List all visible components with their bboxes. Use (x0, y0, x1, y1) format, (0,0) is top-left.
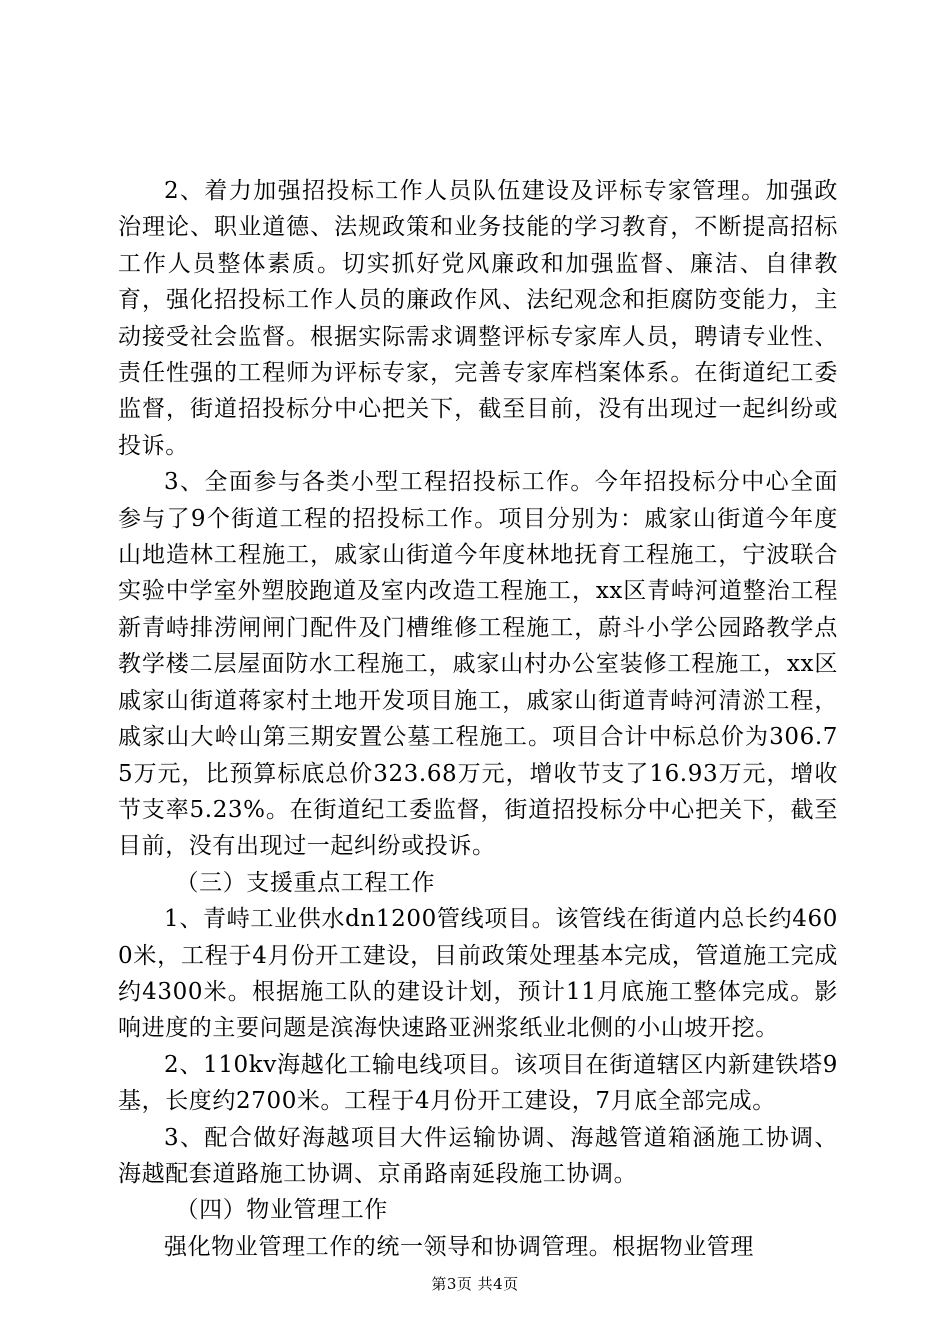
paragraph-water-pipeline: 1、青峙工业供水dn1200管线项目。该管线在街道内总长约4600米，工程于4月份开工建设，目前政策处理基本完成，管道施工完成约4300米。根据施工队的建设计划，预计11月底施工整体完成。影响进度的主要问题是滨海快速路亚洲浆纸业北侧的小山坡开挖。 (118, 906, 838, 1042)
paragraph-small-project-bidding: 3、全面参与各类小型工程招投标工作。今年招投标分中心全面参与了9个街道工程的招投标工作。项目分别为：戚家山街道今年度山地造林工程施工，戚家山街道今年度林地抚育工程施工，宁波联合实验中学室外塑胶跑道及室内改造工程施工，xx区青峙河道整治工程新青峙排涝闸闸门配件及门槽维修工程施工，蔚斗小学公园路教学点教学楼二层屋面防水工程施工，戚家山村办公室装修工程施工，xx区戚家山街道蒋家村土地开发项目施工，戚家山街道青峙河清淤工程，戚家山大岭山第三期安置公墓工程施工。项目合计中标总价为306.75万元，比预算标底总价323.68万元，增收节支了16.93万元，增收节支率5.23%。在街道纪工委监督，街道招投标分中心把关下，截至目前，没有出现过一起纠纷或投诉。 (118, 469, 838, 860)
paragraph-property-management: 强化物业管理工作的统一领导和协调管理。根据物业管理 (164, 1233, 754, 1260)
paragraph-staff-management: 2、着力加强招投标工作人员队伍建设及评标专家管理。加强政治理论、职业道德、法规政策和业务技能的学习教育，不断提高招标工作人员整体素质。切实抓好党风廉政和加强监督、廉洁、自律教育，强化招投标工作人员的廉政作风、法纪观念和拒腐防变能力，主动接受社会监督。根据实际需求调整评标专家库人员，聘请专业性、责任性强的工程师为评标专家，完善专家库档案体系。在街道纪工委监督，街道招投标分中心把关下，截至目前，没有出现过一起纠纷或投诉。 (118, 178, 838, 459)
section-heading-key-projects: （三）支援重点工程工作 (175, 869, 436, 896)
section-heading-property-management: （四）物业管理工作 (175, 1197, 388, 1224)
document-body (118, 173, 838, 1265)
paragraph-coordination: 3、配合做好海越项目大件运输协调、海越管道箱涵施工协调、海越配套道路施工协调、京甬路南延段施工协调。 (118, 1124, 838, 1187)
page-footer: 第3页 共4页 (431, 1275, 519, 1293)
paragraph-power-line: 2、110kv海越化工输电线项目。该项目在街道辖区内新建铁塔9基，长度约2700米。工程于4月份开工建设，7月底全部完成。 (118, 1051, 838, 1115)
